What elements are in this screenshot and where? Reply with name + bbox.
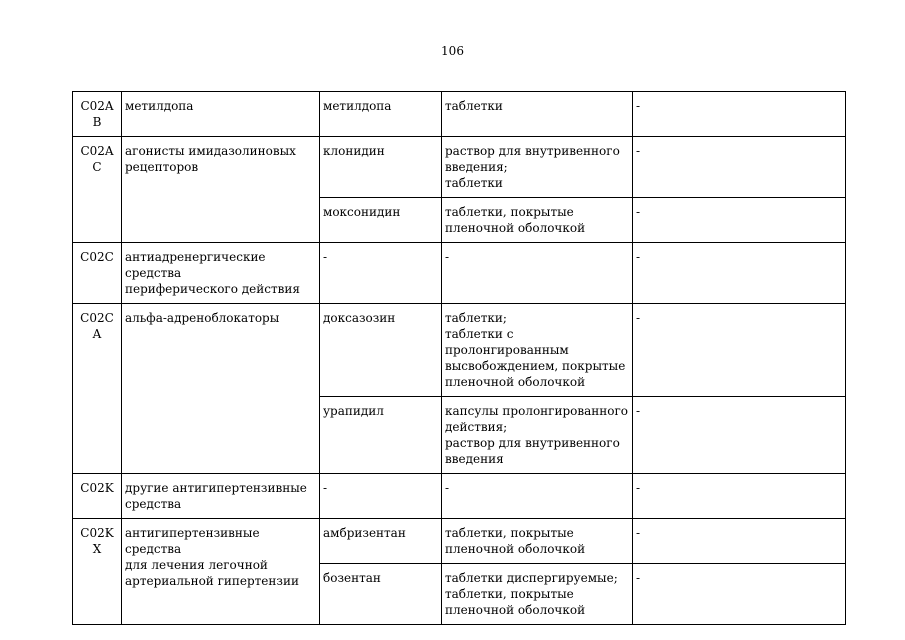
dosage-form-cell: - [442, 243, 633, 304]
dosage-form-cell: таблетки, покрытые пленочной оболочкой [442, 198, 633, 243]
note-cell: - [633, 243, 846, 304]
inn-cell: - [320, 243, 442, 304]
table-row [73, 519, 846, 564]
table-row [73, 243, 846, 304]
dosage-form-cell: - [442, 474, 633, 519]
inn-cell: бозентан [320, 564, 442, 625]
note-cell: - [633, 474, 846, 519]
dosage-form-cell: капсулы пролонгированного действия; раствор для внутривенного введения [442, 397, 633, 474]
group-name-cell: антиадренергические средства периферического действия [122, 243, 320, 304]
group-name-cell: агонисты имидазолиновых рецепторов [122, 137, 320, 243]
page-number: 106 [441, 44, 464, 58]
inn-cell: урапидил [320, 397, 442, 474]
atc-code-cell: C02K X [73, 519, 122, 625]
inn-cell: моксонидин [320, 198, 442, 243]
atc-code-cell: C02K [73, 474, 122, 519]
note-cell: - [633, 397, 846, 474]
table-row [73, 304, 846, 397]
inn-cell: клонидин [320, 137, 442, 198]
dosage-form-cell: таблетки [442, 92, 633, 137]
inn-cell: - [320, 474, 442, 519]
inn-cell: метилдопа [320, 92, 442, 137]
note-cell: - [633, 137, 846, 198]
drug-table [72, 91, 846, 625]
note-cell: - [633, 564, 846, 625]
table-row [73, 92, 846, 137]
table-row [73, 137, 846, 198]
dosage-form-cell: таблетки диспергируемые; таблетки, покрытые пленочной оболочкой [442, 564, 633, 625]
group-name-cell: метилдопа [122, 92, 320, 137]
dosage-form-cell: раствор для внутривенного введения; таблетки [442, 137, 633, 198]
table-row [73, 474, 846, 519]
group-name-cell: альфа-адреноблокаторы [122, 304, 320, 474]
dosage-form-cell: таблетки; таблетки с пролонгированным высвобождением, покрытые пленочной оболочкой [442, 304, 633, 397]
group-name-cell: другие антигипертензивные средства [122, 474, 320, 519]
note-cell: - [633, 304, 846, 397]
atc-code-cell: C02A B [73, 92, 122, 137]
group-name-cell: антигипертензивные средства для лечения легочной артериальной гипертензии [122, 519, 320, 625]
note-cell: - [633, 198, 846, 243]
dosage-form-cell: таблетки, покрытые пленочной оболочкой [442, 519, 633, 564]
note-cell: - [633, 519, 846, 564]
inn-cell: доксазозин [320, 304, 442, 397]
atc-code-cell: C02C A [73, 304, 122, 474]
atc-code-cell: C02C [73, 243, 122, 304]
atc-code-cell: C02A C [73, 137, 122, 243]
note-cell: - [633, 92, 846, 137]
inn-cell: амбризентан [320, 519, 442, 564]
